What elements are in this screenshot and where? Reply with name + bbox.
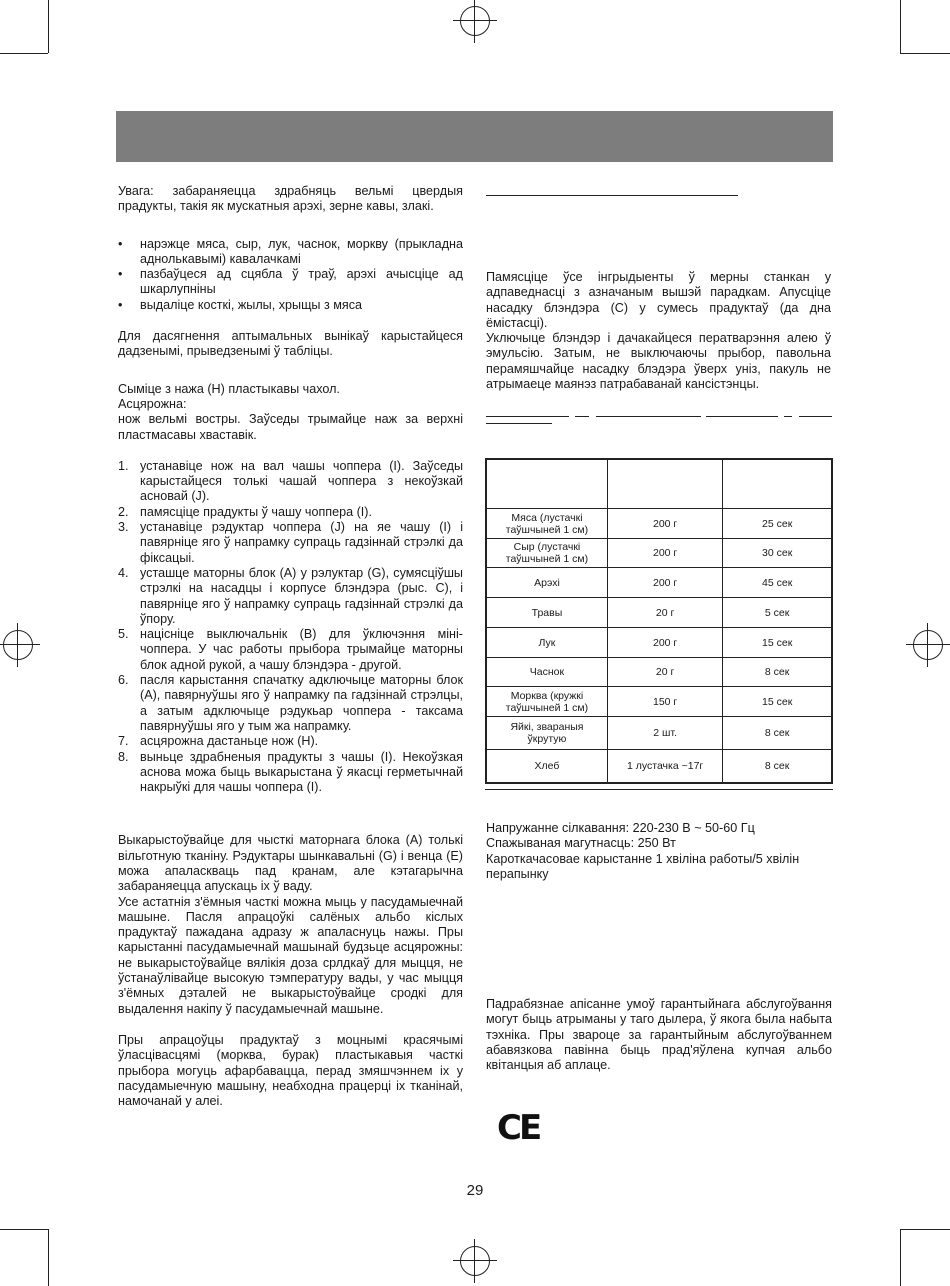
list-item: • выдаліце косткі, жылы, хрыщы з мяса [118, 297, 363, 312]
bullet-icon: • [118, 267, 123, 282]
specifications [486, 821, 834, 882]
cleaning-paragraph-1: Выкарыстоўвайце для чысткі маторнага блока (A) толькі вільготную тканіну. Рэдуктары шынкавальні (G) і венца (E) можа апаласкваць пад кранам, але кэтагарычна забараняецца апускаць іх ў ваду. [118, 833, 463, 894]
cleaning-paragraph-3: Пры апрацоўцы прадуктаў з моцнымі красячымі ўласцівасцямі (морква, бурак) пластыкавыя часткі прыбора могуць афарбавацца, перад змяшчэннем іх у пасудамыечную машыну, неабходна працерці іх тканінай, намочанай у алеі. [118, 1032, 463, 1109]
cleaning-paragraph-2: Усе астатнія з'ёмныя часткі можна мыць у пасудамыечнай машыне. Пасля апрацоўкі салёных альбо кіслых прадуктаў пажадана адразу ж апаласнуць нажы. Пры карыстанні пасудамыечнай машынай будзьце асцярожны: не выкарыстоўвайце вялікія доза срлдкаў для мыцця, не ўстанаўлівайце высокую тэмпературу вады, у час мыцця з'ёмных дэталей не выкарыстоўвайце сродкі для выдалення накіпу ў пасудамыечнай машыне. [118, 894, 463, 1016]
registration-mark-icon [913, 630, 943, 660]
list-item: 5. націсніце выключальнік (B) для ўключэння міні-чоппера. У час работы прыбора трымайце маторны блок адной рукой, а чашу блэндэра - другой. [118, 627, 463, 672]
table-header-row [486, 459, 832, 509]
cover-instruction: Сыміце з нажа (H) пластыкавы чахол. [118, 381, 340, 396]
list-item: 8. выньце здрабненыя прадукты з чашы (I). Некоўзкая аснова можа быць выкарыстана ў якасці герметычнай накрыўкі для чашы чоппера (I). [118, 749, 463, 795]
list-item: • пазбаўцеся ад сцябла ў траў, арэхі ачысціце ад шкарлупніны [118, 267, 463, 297]
list-item: • нарэжце мяса, сыр, лук, часнок, моркву (прыкладна аднолькавымі) кавалачкамі [118, 236, 463, 266]
crop-mark [48, 1229, 49, 1286]
bullet-icon: • [118, 297, 123, 312]
list-item: 6. пасля карыстання спачатку адключыце маторны блок (A), павярнуўшы яго ў напрамку па гадзіннай стрэлцы, а затым адключыце рэдукьар чоппера - таксама павярнуўшы яго у тым жа напрамку. [118, 673, 463, 733]
warranty-text: Падрабязнае апісанне умоў гарантыйнага абслугоўвання могут быць атрыманы у таго дылера, ў якога была набыта тэхніка. Пры звароце за гарантыйным абслугоўваннем абавязкова павінна быць прад'яўлена купчая альбо квітанцыя аб аплаце. [486, 997, 832, 1073]
power-spec: Спажываная магутнасць: 250 Вт [486, 836, 676, 851]
crop-mark [900, 0, 901, 53]
crop-mark [900, 1229, 950, 1230]
table-row: Часнок 20 г 8 сек [486, 658, 832, 687]
left-column [118, 184, 463, 1109]
section-header-bar [116, 111, 833, 162]
duty-cycle-spec: Кароткачасовае карыстанне 1 хвіліна работы/5 хвілін перапынку [486, 851, 800, 881]
emulsion-paragraph-1: Памясціце ўсе інгрыдыенты ў мерны станкан у адпаведнасці з азначаным вышэй парадкам. Апусціце насадку блэндэра (C) у сумесь прадуктаў (да дна ёмістасці). [486, 270, 831, 330]
assembly-steps-list [118, 459, 463, 796]
table-row: Мяса (лустачкі таўшчыней 1 см) 200 г 25 сек [486, 509, 832, 539]
table-row: Лук 200 г 15 сек [486, 628, 832, 658]
voltage-spec: Напружанне сілкавання: 220-230 В ~ 50-60 Гц [486, 821, 755, 835]
crop-mark [0, 53, 48, 54]
processing-table [485, 458, 833, 784]
list-item: 1. устанавіце нож на вал чашы чоппера (I). Заўседы карыстайцеся толькі чашай чоппера з некоўзкай асновай (J). [118, 458, 463, 504]
ce-mark-icon: CE [497, 1108, 540, 1148]
registration-mark-icon [3, 630, 33, 660]
crop-mark [48, 0, 49, 53]
registration-mark-icon [460, 1246, 490, 1276]
emulsion-paragraph-2: Уключыце блэндэр і дачакайцеся ператварэння алею ў эмульсію. Затым, не выключаючы прыбор, павольна перамяшчайце насадку блэдэра ўверх уніз, пакуль не атрымаеце маянэз патрабаванай кансістэнцы. [486, 331, 831, 392]
optimal-results-text: Для дасягнення аптымальных вынікаў карыстайцеся дадзенымі, прыведзенымі ў табліцы. [118, 329, 463, 359]
table-row: Морква (кружкі таўшчыней 1 см) 150 г 15 сек [486, 687, 832, 717]
caution-label: Асцярожна: [118, 396, 187, 411]
page-number: 29 [466, 1182, 484, 1199]
crop-mark [0, 1229, 48, 1230]
table-row: Травы 20 г 5 сек [486, 598, 832, 628]
table-row: Яйкі, звараныя ўкрутую 2 шт. 8 сек [486, 717, 832, 750]
list-item: 2. памясціце прадукты ў чашу чоппера (I). [118, 504, 372, 519]
table-row: Арэхі 200 г 45 сек [486, 568, 832, 598]
caution-text: нож вельмі востры. Заўседы трымайце наж за верхні пластмасавы хваставік. [118, 412, 463, 442]
prep-bullet-list [118, 237, 463, 313]
table-row: Хлеб 1 лустачка ~17г 8 сек [486, 750, 832, 783]
table-row: Сыр (лустачкі таўшчыней 1 см) 200 г 30 сек [486, 539, 832, 568]
warning-note: Увага: забараняецца здрабняць вельмі цвердыя прадукты, такія як мускатныя арэхі, зерне кавы, злакі. [118, 184, 463, 214]
list-item: 7. асцярожна дастаньце нож (H). [118, 734, 319, 749]
right-column [486, 183, 831, 424]
list-item: 4. усташце маторны блок (A) у рэлуктар (G), сумясціўшы стрэлкі на насадцы і корпусе блэндэра (рыс. C), і павярніце яго ў напрамку супраць гадзіннай стрэлкі да ўпору. [118, 565, 463, 626]
table-bottom-rule [485, 789, 833, 790]
registration-mark-icon [460, 6, 490, 36]
list-item: 3. устанавіце рэдуктар чоппера (J) на яе чашу (I) і павярніце яго ў напрамку супраць гадзіннай стрэлкі да фіксацыі. [118, 520, 463, 565]
crop-mark [900, 1229, 901, 1286]
crop-mark [900, 53, 950, 54]
table-title-rule [486, 406, 831, 426]
bullet-icon: • [118, 236, 123, 251]
